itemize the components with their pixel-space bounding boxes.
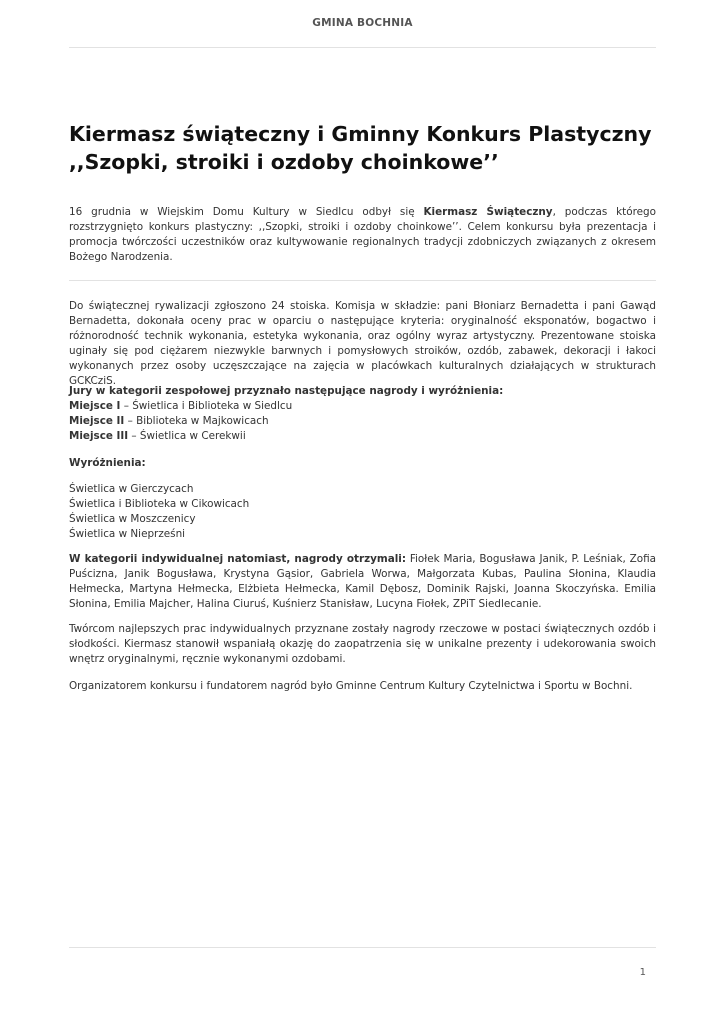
rivalry-paragraph: Do świątecznej rywalizacji zgłoszono 24 stoiska. Komisja w składzie: pani Błoniarz Bernadetta i pani Gawąd Bernadetta, dokonała oceny prac w oparciu o następujące kryteria: oryginalność eksponatów, bogactwo i różnorodność technik wykonania, estetyka wykonania, oraz ogólny wyraz artystyczny. Prezentowane stoiska uginały się pod ciężarem niezwykle barwnych i pomysłowych stroików, ozdób, zabawek, dekoracji i łakoci wykonanych przez osoby uczęszczające na zajęcia w placówkach kulturalnych działających w strukturach GCKCziS. <box>69 300 656 387</box>
place-3-label: Miejsce III <box>69 430 129 442</box>
list-item: Świetlica i Biblioteka w Cikowicach <box>69 498 250 510</box>
intro-paragraph <box>69 205 656 265</box>
title-line-1: Kiermasz świąteczny i Gminny Konkurs Plastyczny <box>69 122 652 146</box>
organizer-paragraph: Organizatorem konkursu i fundatorem nagród było Gminne Centrum Kultury Czytelnictwa i Sportu w Bochni. <box>69 680 633 692</box>
title-line-2: ,,Szopki, stroiki i ozdoby choinkowe’’ <box>69 150 499 174</box>
distinctions-heading <box>69 456 656 471</box>
distinctions-list <box>69 482 656 542</box>
intro-bold-event: Kiermasz Świąteczny <box>423 206 553 218</box>
header-divider <box>69 47 656 48</box>
individual-awards-names: Fiołek Maria, Bogusława Janik, P. Leśniak, Zofia Puścizna, Janik Bogusława, Krystyna Gąsior, Gabriela Worwa, Małgorzata Kubas, Paulina Słonina, Klaudia Hełmecka, Martyna Hełmecka, Elżbieta Hełmecka, Kamil Dębosz, Dominik Rajski, Joanna Skoczyńska. Emilia Słonina, Emilia Majcher, Halina Ciuruś, Kuśnierz Stanisław, Lucyna Fiołek, ZPiT Siedlecanie. <box>69 553 656 610</box>
list-item: Świetlica w Moszczenicy <box>69 513 196 525</box>
place-1-label: Miejsce I <box>69 400 121 412</box>
prizes-paragraph: Twórcom najlepszych prac indywidualnych przyznane zostały nagrody rzeczowe w postaci świątecznych ozdób i słodkości. Kiermasz stanowił wspaniałą okazję do zaopatrzenia się w unikalne prezenty i udekorowania swoich wnętrz oryginalnymi, ręcznie wykonanymi ozdobami. <box>69 623 656 665</box>
intro-text-before: 16 grudnia w Wiejskim Domu Kultury w Siedlcu odbył się <box>69 206 424 218</box>
team-awards <box>69 384 656 444</box>
site-header: GMINA BOCHNIA <box>312 17 413 29</box>
page-number: 1 <box>639 967 646 978</box>
place-3-text: – Świetlica w Cerekwii <box>128 430 246 442</box>
place-1-text: – Świetlica i Biblioteka w Siedlcu <box>120 400 293 412</box>
team-awards-heading: Jury w kategorii zespołowej przyznało następujące nagrody i wyróżnienia: <box>69 385 504 397</box>
place-2-text: – Biblioteka w Majkowicach <box>124 415 269 427</box>
section-divider <box>69 280 656 281</box>
intro-text-after: , podczas którego rozstrzygnięto konkurs plastyczny: ,,Szopki, stroiki i ozdoby choinkowe’’. Celem konkursu była prezentacja i promocja twórczości uczestników oraz kultywowanie regionalnych tradycji zdobniczych związanych z okresem Bożego Narodzenia. <box>69 206 656 263</box>
distinctions-heading-text: Wyróżnienia: <box>69 457 146 469</box>
article-title <box>69 120 659 176</box>
list-item: Świetlica w Gierczycach <box>69 483 194 495</box>
footer-divider <box>69 947 656 948</box>
individual-awards-paragraph <box>69 552 656 612</box>
place-2-label: Miejsce II <box>69 415 125 427</box>
individual-awards-heading: W kategorii indywidualnej natomiast, nagrody otrzymali: <box>69 553 407 565</box>
list-item: Świetlica w Nieprześni <box>69 528 186 540</box>
